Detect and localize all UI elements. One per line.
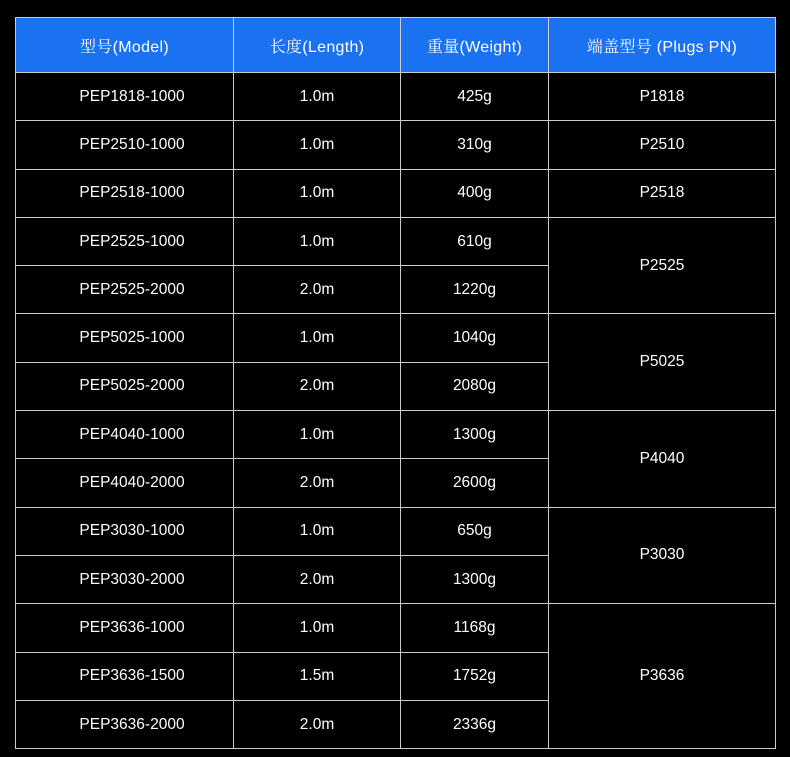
cell-weight: 1220g <box>401 266 549 314</box>
cell-length: 1.0m <box>234 507 401 555</box>
table-row <box>16 411 776 459</box>
cell-weight: 1300g <box>401 411 549 459</box>
table-row <box>16 314 776 362</box>
cell-length: 1.0m <box>234 217 401 265</box>
cell-length: 2.0m <box>234 362 401 410</box>
cell-weight: 425g <box>401 73 549 121</box>
table-header-row <box>16 18 776 73</box>
cell-plug: P5025 <box>549 314 776 411</box>
cell-weight: 1168g <box>401 604 549 652</box>
cell-weight: 610g <box>401 217 549 265</box>
spec-table-container <box>15 17 775 749</box>
cell-length: 1.0m <box>234 604 401 652</box>
cell-plug: P1818 <box>549 73 776 121</box>
cell-plug: P4040 <box>549 411 776 508</box>
cell-model: PEP3636-2000 <box>16 700 234 748</box>
cell-model: PEP3030-2000 <box>16 555 234 603</box>
cell-model: PEP1818-1000 <box>16 73 234 121</box>
table-row <box>16 169 776 217</box>
cell-model: PEP2510-1000 <box>16 121 234 169</box>
cell-length: 1.0m <box>234 73 401 121</box>
cell-model: PEP2525-1000 <box>16 217 234 265</box>
column-header-weight: 重量(Weight) <box>401 18 549 73</box>
cell-weight: 650g <box>401 507 549 555</box>
cell-model: PEP5025-1000 <box>16 314 234 362</box>
cell-model: PEP4040-2000 <box>16 459 234 507</box>
cell-plug: P3030 <box>549 507 776 604</box>
table-body <box>16 73 776 749</box>
cell-weight: 2336g <box>401 700 549 748</box>
column-header-model: 型号(Model) <box>16 18 234 73</box>
cell-weight: 2600g <box>401 459 549 507</box>
cell-plug: P2518 <box>549 169 776 217</box>
cell-weight: 1752g <box>401 652 549 700</box>
cell-model: PEP3030-1000 <box>16 507 234 555</box>
cell-length: 1.0m <box>234 314 401 362</box>
column-header-length: 长度(Length) <box>234 18 401 73</box>
table-header <box>16 18 776 73</box>
cell-model: PEP5025-2000 <box>16 362 234 410</box>
cell-weight: 310g <box>401 121 549 169</box>
cell-length: 2.0m <box>234 700 401 748</box>
cell-length: 1.5m <box>234 652 401 700</box>
cell-length: 1.0m <box>234 411 401 459</box>
cell-plug: P3636 <box>549 604 776 749</box>
table-row <box>16 217 776 265</box>
cell-model: PEP3636-1000 <box>16 604 234 652</box>
cell-weight: 400g <box>401 169 549 217</box>
cell-weight: 2080g <box>401 362 549 410</box>
cell-model: PEP2525-2000 <box>16 266 234 314</box>
cell-model: PEP3636-1500 <box>16 652 234 700</box>
cell-model: PEP2518-1000 <box>16 169 234 217</box>
cell-length: 2.0m <box>234 555 401 603</box>
column-header-plugs-pn: 端盖型号 (Plugs PN) <box>549 18 776 73</box>
cell-length: 2.0m <box>234 459 401 507</box>
cell-weight: 1300g <box>401 555 549 603</box>
table-row <box>16 73 776 121</box>
specification-table <box>15 17 776 749</box>
cell-length: 1.0m <box>234 169 401 217</box>
cell-length: 1.0m <box>234 121 401 169</box>
cell-length: 2.0m <box>234 266 401 314</box>
table-row <box>16 604 776 652</box>
cell-plug: P2525 <box>549 217 776 314</box>
table-row <box>16 121 776 169</box>
cell-model: PEP4040-1000 <box>16 411 234 459</box>
cell-weight: 1040g <box>401 314 549 362</box>
cell-plug: P2510 <box>549 121 776 169</box>
table-row <box>16 507 776 555</box>
